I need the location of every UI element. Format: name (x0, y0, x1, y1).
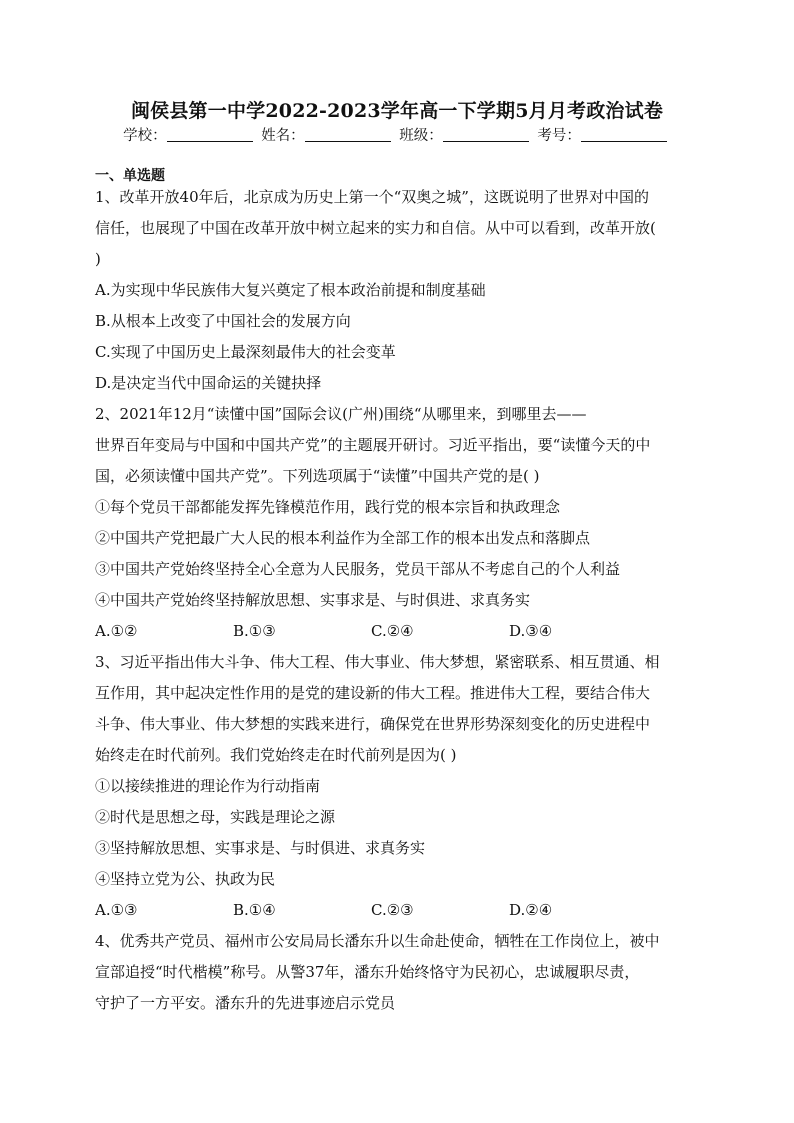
question-1-choice-a: A.为实现中华民族伟大复兴奠定了根本政治前提和制度基础 (95, 281, 486, 299)
question-3-option-c: C.②③ (371, 901, 414, 919)
question-3-statement-3: ③坚持解放思想、实事求是、与时俱进、求真务实 (95, 839, 426, 857)
question-2-statement-3: ③中国共产党始终坚持全心全意为人民服务，党员干部从不考虑自己的个人利益 (95, 560, 621, 578)
question-2-text-line: 世界百年变局与中国和中国共产党”的主题展开研讨。习近平指出，要“读懂今天的中 (95, 436, 651, 454)
question-list (95, 182, 700, 1019)
exam-number-label: 考号： (537, 128, 581, 144)
question-3-statement-1: ①以接续推进的理论作为行动指南 (95, 777, 321, 795)
question-3-option-a: A.①③ (95, 901, 138, 919)
question-4-text-line: 4、优秀共产党员、福州市公安局局长潘东升以生命赴使命，牺牲在工作岗位上，被中 (95, 932, 660, 950)
question-1-choice-d: D.是决定当代中国命运的关键抉择 (95, 374, 322, 392)
question-3-text-line: 始终走在时代前列。我们党始终走在时代前列是因为( ) (95, 746, 457, 764)
question-3-text-line: 互作用，其中起决定性作用的是党的建设新的伟大工程。推进伟大工程，要结合伟大 (95, 684, 651, 702)
question-3-statement-2: ②时代是思想之母，实践是理论之源 (95, 808, 336, 826)
school-label: 学校： (123, 128, 167, 144)
question-3-text-line: 3、习近平指出伟大斗争、伟大工程、伟大事业、伟大梦想，紧密联系、相互贯通、相 (95, 653, 660, 671)
name-label: 姓名： (261, 128, 305, 144)
question-1-text-line: 信任，也展现了中国在改革开放中树立起来的实力和自信。从中可以看到，改革开放( (95, 219, 656, 237)
question-1-text-line: 1、改革开放40年后，北京成为历史上第一个“双奥之城”，这既说明了世界对中国的 (95, 188, 649, 206)
question-3-statement-4: ④坚持立党为公、执政为民 (95, 870, 276, 888)
student-info-row (0, 124, 794, 145)
question-3-option-d: D.②④ (509, 901, 553, 919)
question-2-option-c: C.②④ (371, 622, 414, 640)
class-blank (443, 127, 529, 142)
question-2-options (95, 616, 700, 647)
question-2-statement-1: ①每个党员干部都能发挥先锋模范作用，践行党的根本宗旨和执政理念 (95, 498, 561, 516)
section-title: 一、单选题 (95, 168, 165, 184)
exam-title: 闽侯县第一中学2022-2023学年高一下学期5月月考政治试卷 (130, 100, 664, 122)
exam-number-blank (581, 127, 667, 142)
question-2-statement-4: ④中国共产党始终坚持解放思想、实事求是、与时俱进、求真务实 (95, 591, 531, 609)
question-2-text-line: 国，必须读懂中国共产党”。下列选项属于“读懂”中国共产党的是( ) (95, 467, 540, 485)
question-2-text-line: 2、2021年12月“读懂中国”国际会议(广州)围绕“从哪里来，到哪里去—— (95, 405, 587, 423)
question-4-text-line: 守护了一方平安。潘东升的先进事迹启示党员 (95, 994, 396, 1012)
class-label: 班级： (399, 128, 443, 144)
question-1-choice-c: C.实现了中国历史上最深刻最伟大的社会变革 (95, 343, 396, 361)
name-blank (305, 127, 391, 142)
question-2-option-a: A.①② (95, 622, 138, 640)
question-3-text-line: 斗争、伟大事业、伟大梦想的实践来进行，确保党在世界形势深刻变化的历史进程中 (95, 715, 651, 733)
question-1-text-line: ) (95, 250, 101, 268)
question-2-option-b: B.①③ (233, 622, 276, 640)
school-blank (167, 127, 253, 142)
question-2-statement-2: ②中国共产党把最广大人民的根本利益作为全部工作的根本出发点和落脚点 (95, 529, 591, 547)
question-2-option-d: D.③④ (509, 622, 553, 640)
question-4-text-line: 宣部追授“时代楷模”称号。从警37年，潘东升始终恪守为民初心，忠诚履职尽责， (95, 963, 640, 981)
question-1-choice-b: B.从根本上改变了中国社会的发展方向 (95, 312, 351, 330)
question-3-options (95, 895, 700, 926)
question-3-option-b: B.①④ (233, 901, 276, 919)
